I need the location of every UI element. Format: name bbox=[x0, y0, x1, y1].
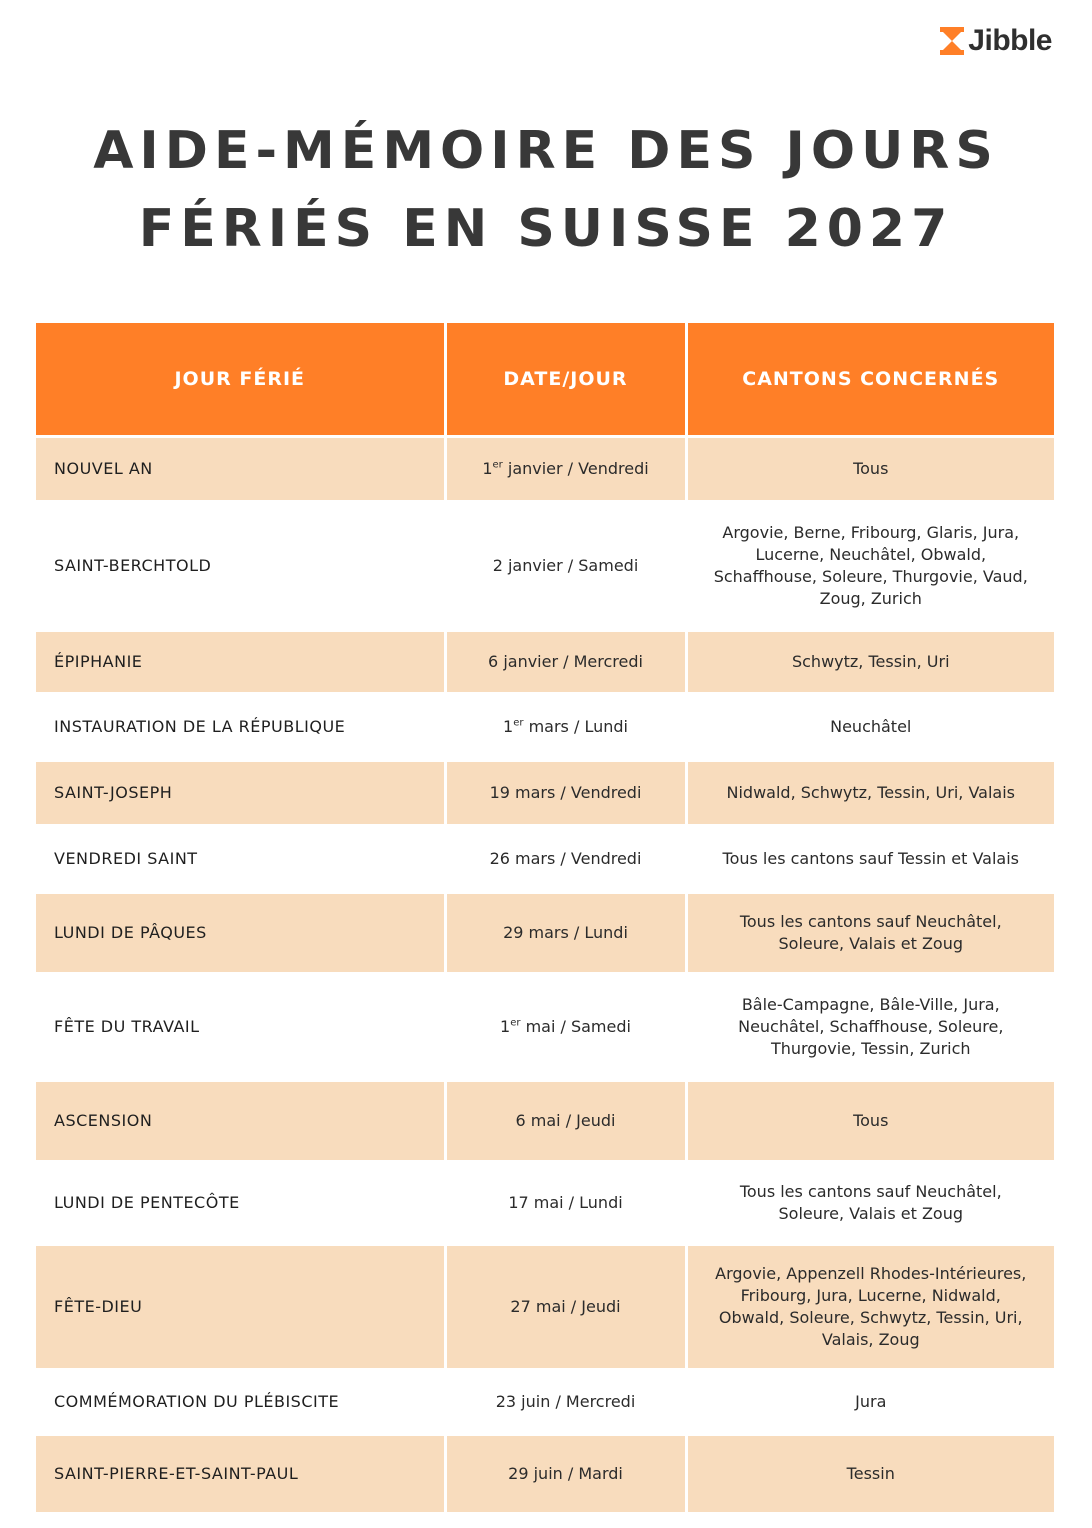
holiday-cantons: Tous bbox=[686, 437, 1054, 501]
table-body bbox=[36, 437, 1054, 1513]
header-cantons: CANTONS CONCERNÉS bbox=[686, 323, 1054, 437]
holiday-cantons: Tous bbox=[686, 1081, 1054, 1161]
holiday-cantons: Bâle-Campagne, Bâle-Ville, Jura, Neuchâtel, Schaffhouse, Soleure, Thurgovie, Tessin, Zurich bbox=[686, 973, 1054, 1081]
holiday-date bbox=[445, 1161, 686, 1245]
table-row bbox=[36, 1369, 1054, 1435]
date-text: 29 juin / Mardi bbox=[508, 1463, 623, 1483]
holiday-date bbox=[445, 973, 686, 1081]
holiday-date bbox=[445, 761, 686, 825]
hourglass-icon bbox=[940, 27, 964, 55]
holiday-name: FÊTE DU TRAVAIL bbox=[36, 973, 445, 1081]
holiday-date bbox=[445, 1081, 686, 1161]
holiday-date bbox=[445, 1435, 686, 1513]
holiday-cantons: Nidwald, Schwytz, Tessin, Uri, Valais bbox=[686, 761, 1054, 825]
holiday-name: LUNDI DE PENTECÔTE bbox=[36, 1161, 445, 1245]
jibble-logo bbox=[940, 24, 1052, 58]
date-text: 23 juin / Mercredi bbox=[495, 1391, 636, 1411]
holiday-name: INSTAURATION DE LA RÉPUBLIQUE bbox=[36, 693, 445, 761]
table-row bbox=[36, 693, 1054, 761]
holiday-date bbox=[445, 631, 686, 693]
table-row bbox=[36, 1245, 1054, 1369]
date-day: 1 bbox=[503, 716, 514, 736]
date-text: 26 mars / Vendredi bbox=[489, 848, 642, 868]
date-text: janvier / Vendredi bbox=[502, 458, 649, 478]
table-row bbox=[36, 973, 1054, 1081]
table-header bbox=[36, 323, 1054, 437]
title-line-2: FÉRIÉS EN SUISSE 2027 bbox=[138, 199, 954, 259]
holiday-name: COMMÉMORATION DU PLÉBISCITE bbox=[36, 1369, 445, 1435]
holiday-name: ASCENSION bbox=[36, 1081, 445, 1161]
holiday-cantons: Tous les cantons sauf Tessin et Valais bbox=[686, 825, 1054, 893]
brand-name: Jibble bbox=[968, 24, 1052, 57]
date-day: 1 bbox=[500, 1016, 511, 1036]
table-row bbox=[36, 1081, 1054, 1161]
holiday-name: NOUVEL AN bbox=[36, 437, 445, 501]
date-text: 6 mai / Jeudi bbox=[515, 1110, 616, 1130]
holiday-cantons: Tous les cantons sauf Neuchâtel, Soleure, Valais et Zoug bbox=[686, 893, 1054, 973]
table-row bbox=[36, 825, 1054, 893]
date-day: 1 bbox=[482, 458, 493, 478]
date-text: 2 janvier / Samedi bbox=[492, 555, 639, 575]
holiday-name: LUNDI DE PÂQUES bbox=[36, 893, 445, 973]
table-row bbox=[36, 761, 1054, 825]
holiday-date bbox=[445, 825, 686, 893]
holiday-name: VENDREDI SAINT bbox=[36, 825, 445, 893]
table-row bbox=[36, 501, 1054, 631]
date-ordinal: er bbox=[510, 1017, 521, 1029]
header-holiday: JOUR FÉRIÉ bbox=[36, 323, 445, 437]
date-text: 19 mars / Vendredi bbox=[489, 782, 642, 802]
table-row bbox=[36, 893, 1054, 973]
table-row bbox=[36, 631, 1054, 693]
holiday-cantons: Schwytz, Tessin, Uri bbox=[686, 631, 1054, 693]
date-text: 17 mai / Lundi bbox=[508, 1192, 623, 1212]
date-text: 27 mai / Jeudi bbox=[510, 1296, 621, 1316]
holiday-cantons: Tous les cantons sauf Neuchâtel, Soleure, Valais et Zoug bbox=[686, 1161, 1054, 1245]
holiday-date bbox=[445, 437, 686, 501]
holiday-cantons: Argovie, Appenzell Rhodes-Intérieures, Fribourg, Jura, Lucerne, Nidwald, Obwald, Soleure, Schwytz, Tessin, Uri, Valais, Zoug bbox=[686, 1245, 1054, 1369]
holiday-name: ÉPIPHANIE bbox=[36, 631, 445, 693]
date-text: 29 mars / Lundi bbox=[503, 922, 628, 942]
date-text: mars / Lundi bbox=[523, 716, 628, 736]
holiday-cantons: Argovie, Berne, Fribourg, Glaris, Jura, Lucerne, Neuchâtel, Obwald, Schaffhouse, Soleure, Thurgovie, Vaud, Zoug, Zurich bbox=[686, 501, 1054, 631]
holidays-table bbox=[36, 323, 1054, 1514]
date-text: mai / Samedi bbox=[520, 1016, 631, 1036]
table-row bbox=[36, 437, 1054, 501]
holiday-date bbox=[445, 893, 686, 973]
holiday-name: SAINT-BERCHTOLD bbox=[36, 501, 445, 631]
title-line-1: AIDE-MÉMOIRE DES JOURS bbox=[93, 121, 999, 181]
table-row bbox=[36, 1161, 1054, 1245]
holiday-date bbox=[445, 1369, 686, 1435]
holiday-date bbox=[445, 1245, 686, 1369]
holiday-cantons: Tessin bbox=[686, 1435, 1054, 1513]
header-date: DATE/JOUR bbox=[445, 323, 686, 437]
table-row bbox=[36, 1435, 1054, 1513]
date-ordinal: er bbox=[492, 459, 503, 471]
holiday-name: FÊTE-DIEU bbox=[36, 1245, 445, 1369]
holiday-name: SAINT-PIERRE-ET-SAINT-PAUL bbox=[36, 1435, 445, 1513]
page-title bbox=[0, 112, 1092, 268]
date-ordinal: er bbox=[513, 717, 524, 729]
holiday-cantons: Neuchâtel bbox=[686, 693, 1054, 761]
holiday-name: SAINT-JOSEPH bbox=[36, 761, 445, 825]
date-text: 6 janvier / Mercredi bbox=[488, 651, 643, 671]
holiday-date bbox=[445, 693, 686, 761]
holiday-date bbox=[445, 501, 686, 631]
holiday-cantons: Jura bbox=[686, 1369, 1054, 1435]
